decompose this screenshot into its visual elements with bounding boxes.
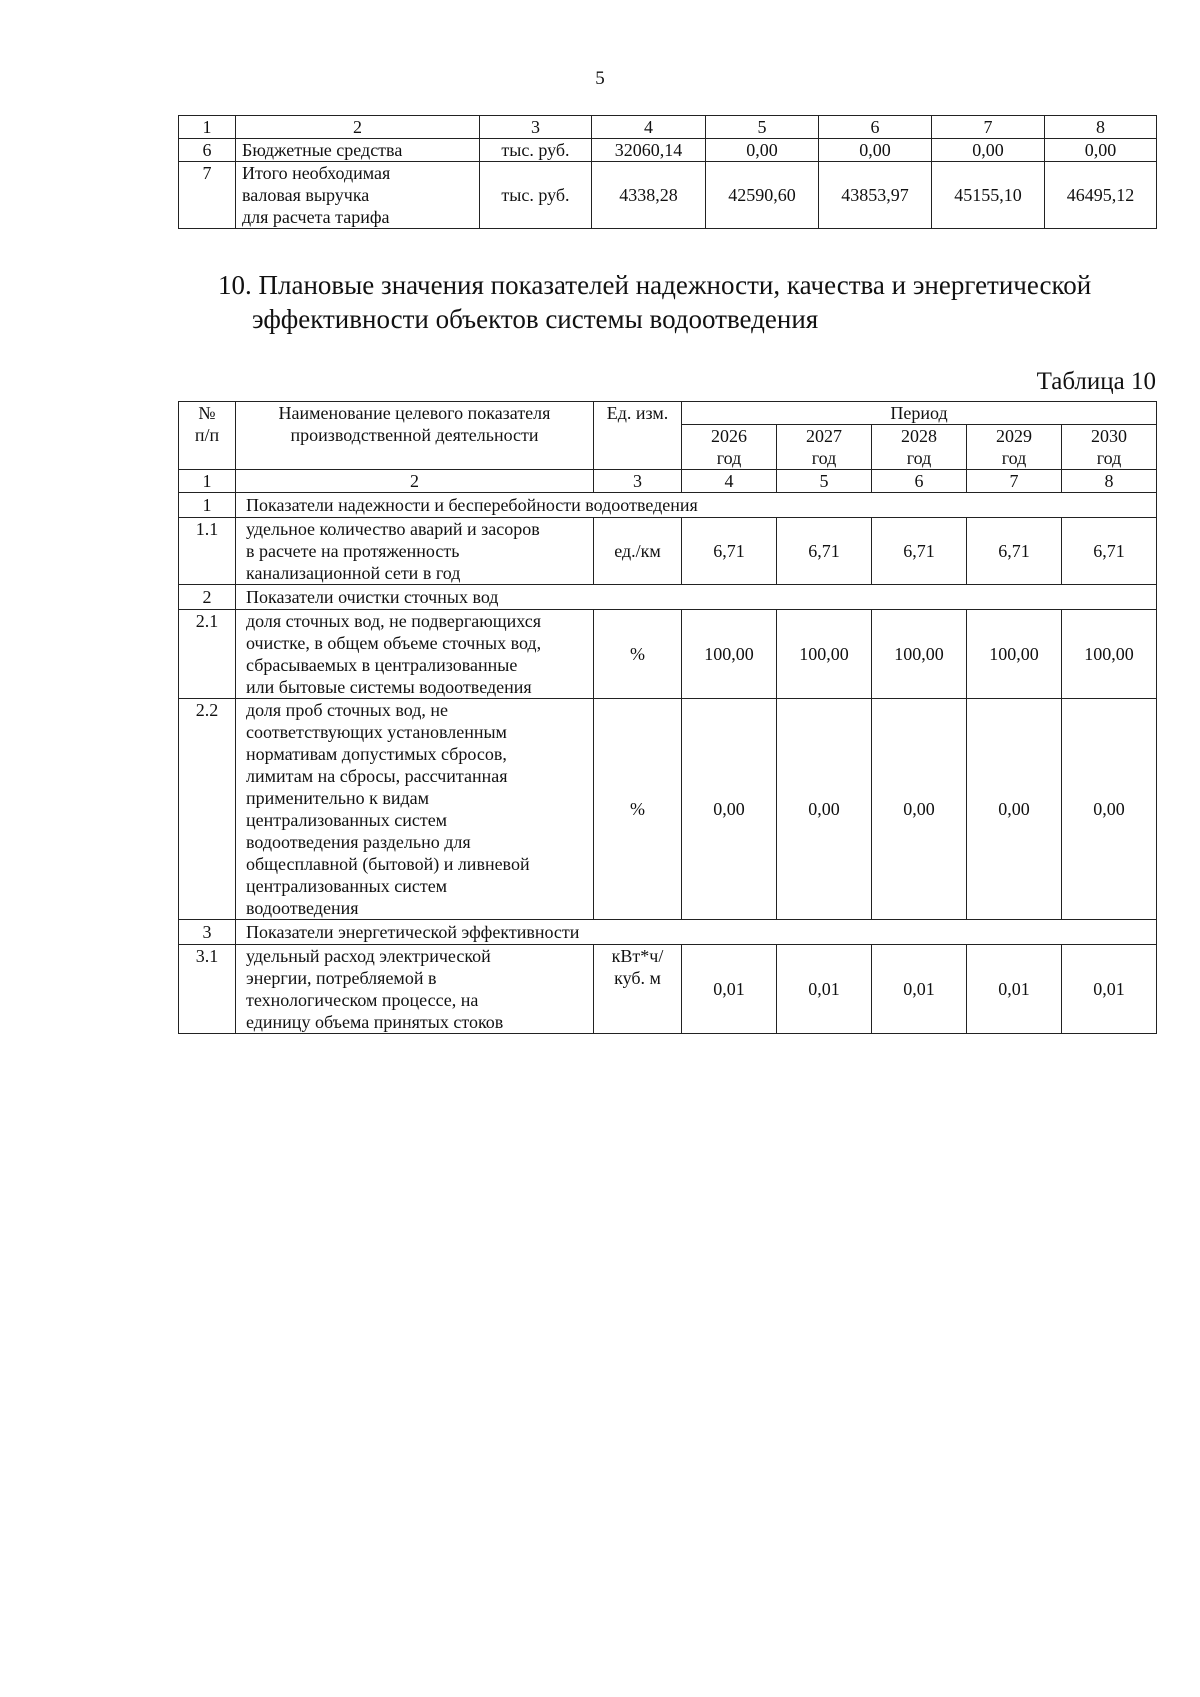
- indicator-name: [236, 699, 594, 920]
- indicator-value: 0,00: [1062, 699, 1157, 920]
- indicator-name: [236, 518, 594, 585]
- header-year: [777, 425, 872, 470]
- indicator-value: 6,71: [682, 518, 777, 585]
- header-year: [1062, 425, 1157, 470]
- row-value: 0,00: [932, 139, 1045, 162]
- header-year-label: год: [1001, 448, 1027, 468]
- row-value: 46495,12: [1045, 162, 1157, 229]
- group-row: [179, 920, 1157, 945]
- row-name: [236, 139, 480, 162]
- indicator-name-line: соответствующих установленным: [246, 722, 507, 742]
- row-value: 0,00: [706, 139, 819, 162]
- column-number: 6: [872, 470, 967, 493]
- indicator-name-line: общесплавной (бытовой) и ливневой: [246, 854, 530, 874]
- indicator-number: 2.2: [179, 699, 236, 920]
- header-year: [967, 425, 1062, 470]
- continuation-table: [178, 115, 1157, 229]
- indicator-name-line: очистке, в общем объеме сточных вод,: [246, 633, 542, 653]
- row-value: 43853,97: [819, 162, 932, 229]
- indicator-row: [179, 699, 1157, 920]
- column-numbers-row: [179, 470, 1157, 493]
- group-row: [179, 493, 1157, 518]
- group-number: 3: [179, 920, 236, 945]
- row-number: 7: [179, 162, 236, 229]
- indicator-name-line: водоотведения раздельно для: [246, 832, 471, 852]
- indicator-unit: [594, 945, 682, 1034]
- indicator-unit-line: кВт*ч/: [611, 946, 664, 966]
- indicator-value: 0,00: [967, 699, 1062, 920]
- header-year: [682, 425, 777, 470]
- column-number: 4: [682, 470, 777, 493]
- page-number: 5: [595, 68, 605, 89]
- continuation-column-numbers-row: [179, 116, 1157, 139]
- indicator-unit-line: %: [630, 799, 645, 819]
- row-name-line: валовая выручка: [242, 185, 370, 205]
- indicators-table: [178, 401, 1157, 1034]
- indicator-value: 6,71: [1062, 518, 1157, 585]
- indicator-value: 0,01: [682, 945, 777, 1034]
- column-number: 4: [592, 116, 706, 139]
- row-value: 0,00: [819, 139, 932, 162]
- header-num-line1: №: [198, 403, 216, 423]
- header-year-value: 2026: [711, 426, 747, 446]
- indicator-name-line: единицу объема принятых стоков: [246, 1012, 504, 1032]
- column-number: 5: [777, 470, 872, 493]
- indicator-name-line: сбрасываемых в централизованные: [246, 655, 518, 675]
- row-name-line: Бюджетные средства: [242, 140, 403, 160]
- indicator-value: 0,01: [967, 945, 1062, 1034]
- header-name: [236, 402, 594, 470]
- row-value: 4338,28: [592, 162, 706, 229]
- row-name-line: для расчета тарифа: [242, 207, 390, 227]
- table-header-row: [179, 402, 1157, 425]
- row-value: 45155,10: [932, 162, 1045, 229]
- section-number: 10.: [218, 270, 252, 300]
- indicator-name: [236, 610, 594, 699]
- header-year-value: 2029: [996, 426, 1032, 446]
- group-number: 1: [179, 493, 236, 518]
- indicator-unit-line: %: [630, 644, 645, 664]
- header-period: Период: [682, 402, 1157, 425]
- indicator-unit-line: куб. м: [614, 968, 661, 988]
- table-row: [179, 139, 1157, 162]
- column-number: 3: [594, 470, 682, 493]
- header-year-label: год: [716, 448, 742, 468]
- indicator-value: 0,00: [682, 699, 777, 920]
- indicator-name-line: нормативам допустимых сбросов,: [246, 744, 507, 764]
- header-num-line2: п/п: [194, 425, 220, 445]
- indicator-name-line: энергии, потребляемой в: [246, 968, 437, 988]
- group-row: [179, 585, 1157, 610]
- row-unit: тыс. руб.: [480, 162, 592, 229]
- indicator-value: 6,71: [967, 518, 1062, 585]
- column-number: 7: [967, 470, 1062, 493]
- group-title: Показатели надежности и бесперебойности водоотведения: [236, 493, 1157, 518]
- section-heading: [218, 268, 1158, 336]
- section-title-line2: эффективности объектов системы водоотведения: [252, 304, 819, 334]
- indicator-value: 0,00: [872, 699, 967, 920]
- indicator-row: [179, 518, 1157, 585]
- indicator-value: 100,00: [1062, 610, 1157, 699]
- header-name-line1: Наименование целевого показателя: [278, 403, 551, 423]
- header-year-label: год: [811, 448, 837, 468]
- header-year-value: 2027: [806, 426, 842, 446]
- header-num: [179, 402, 236, 470]
- group-title: Показатели энергетической эффективности: [236, 920, 1157, 945]
- indicator-value: 0,01: [777, 945, 872, 1034]
- column-number: 5: [706, 116, 819, 139]
- header-year-value: 2028: [901, 426, 937, 446]
- indicator-name: [236, 945, 594, 1034]
- indicator-name-line: применительно к видам: [246, 788, 430, 808]
- indicator-name-line: доля проб сточных вод, не: [246, 700, 449, 720]
- column-number: 2: [236, 116, 480, 139]
- indicator-unit-line: ед./км: [614, 541, 661, 561]
- indicator-name-line: удельный расход электрической: [246, 946, 491, 966]
- indicator-value: 100,00: [682, 610, 777, 699]
- indicator-row: [179, 610, 1157, 699]
- header-name-line2: производственной деятельности: [290, 425, 539, 445]
- indicator-name-line: централизованных систем: [246, 810, 448, 830]
- indicator-value: 100,00: [967, 610, 1062, 699]
- table-caption: Таблица 10: [1036, 368, 1156, 395]
- column-number: 2: [236, 470, 594, 493]
- group-title: Показатели очистки сточных вод: [236, 585, 1157, 610]
- group-number: 2: [179, 585, 236, 610]
- indicator-value: 100,00: [872, 610, 967, 699]
- column-number: 1: [179, 116, 236, 139]
- indicator-unit: [594, 610, 682, 699]
- indicator-value: 6,71: [777, 518, 872, 585]
- column-number: 3: [480, 116, 592, 139]
- indicator-name-line: доля сточных вод, не подвергающихся: [246, 611, 541, 631]
- indicator-name-line: лимитам на сбросы, рассчитанная: [246, 766, 508, 786]
- row-number: 6: [179, 139, 236, 162]
- table-row: [179, 162, 1157, 229]
- indicator-number: 3.1: [179, 945, 236, 1034]
- indicator-unit: [594, 518, 682, 585]
- header-unit: Ед. изм.: [594, 402, 682, 470]
- column-number: 8: [1045, 116, 1157, 139]
- column-number: 6: [819, 116, 932, 139]
- row-name: [236, 162, 480, 229]
- header-year-value: 2030: [1091, 426, 1128, 446]
- indicator-name-line: в расчете на протяженность: [246, 541, 460, 561]
- indicator-value: 100,00: [777, 610, 872, 699]
- indicator-unit: [594, 699, 682, 920]
- indicator-name-line: или бытовые системы водоотведения: [246, 677, 532, 697]
- column-number: 8: [1062, 470, 1157, 493]
- row-value: 32060,14: [592, 139, 706, 162]
- indicator-number: 1.1: [179, 518, 236, 585]
- section-title-line1: Плановые значения показателей надежности, качества и энергетической: [258, 270, 1092, 300]
- indicator-value: 0,01: [872, 945, 967, 1034]
- indicator-name-line: канализационной сети в год: [246, 563, 461, 583]
- header-year: [872, 425, 967, 470]
- header-year-label: год: [906, 448, 932, 468]
- column-number: 1: [179, 470, 236, 493]
- indicator-row: [179, 945, 1157, 1034]
- indicator-number: 2.1: [179, 610, 236, 699]
- row-value: 42590,60: [706, 162, 819, 229]
- indicator-name-line: удельное количество аварий и засоров: [246, 519, 540, 539]
- row-name-line: Итого необходимая: [242, 163, 391, 183]
- indicator-name-line: водоотведения: [246, 898, 359, 918]
- indicator-name-line: технологическом процессе, на: [246, 990, 479, 1010]
- indicator-value: 0,01: [1062, 945, 1157, 1034]
- column-number: 7: [932, 116, 1045, 139]
- row-unit: тыс. руб.: [480, 139, 592, 162]
- indicator-value: 0,00: [777, 699, 872, 920]
- row-value: 0,00: [1045, 139, 1157, 162]
- header-year-label: год: [1096, 448, 1122, 468]
- indicator-name-line: централизованных систем: [246, 876, 448, 896]
- indicator-value: 6,71: [872, 518, 967, 585]
